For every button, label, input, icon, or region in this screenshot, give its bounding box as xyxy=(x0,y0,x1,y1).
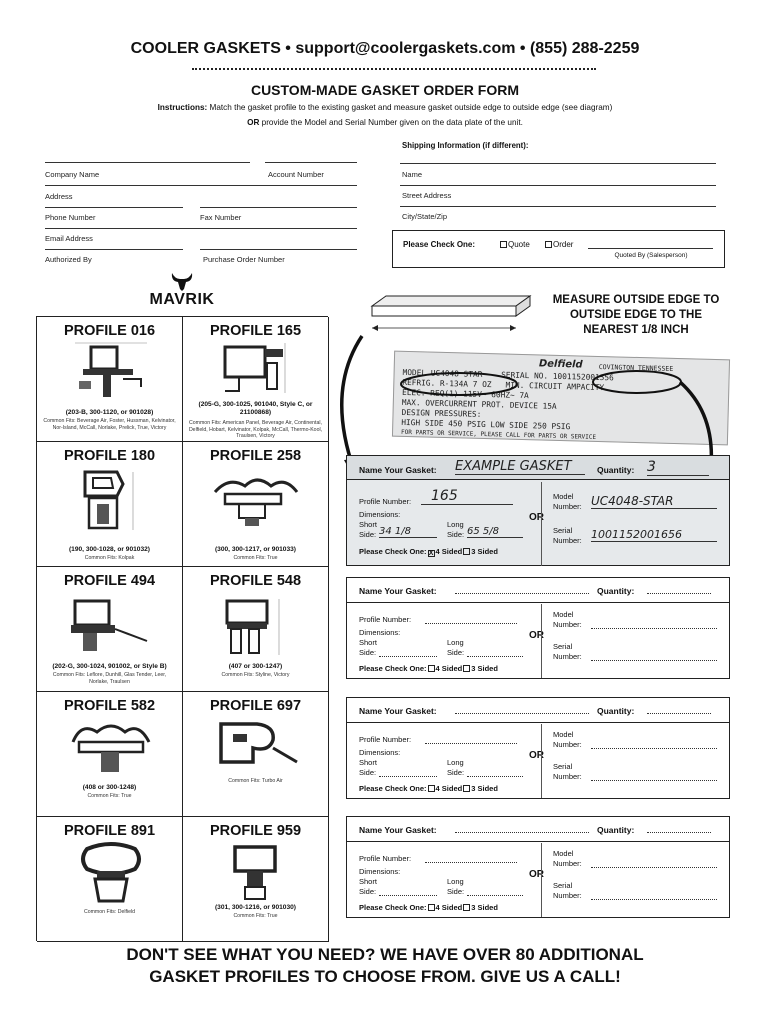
quantity-label: Quantity: xyxy=(597,586,635,596)
order-box-header-divider xyxy=(347,841,729,842)
data-plate-circuit: MIN. CIRCUIT AMPACITY xyxy=(505,380,605,393)
profile-caption: (203-B, 300-1120, or 901028) xyxy=(65,409,154,416)
profile-caption: (190, 300-1028, or 901032) xyxy=(68,546,150,553)
profile-number-label: Profile Number: xyxy=(359,615,412,624)
short-side-input[interactable] xyxy=(379,776,437,777)
profile-caption: (407 or 300-1247) xyxy=(228,663,283,670)
model-number-input[interactable] xyxy=(591,628,717,629)
profile-title: PROFILE 959 xyxy=(209,823,302,839)
short-side-label: Side: xyxy=(359,768,377,777)
email-line[interactable] xyxy=(45,228,357,229)
short-label: Short xyxy=(359,638,377,647)
profile-fits: Common Fits: True xyxy=(233,555,278,561)
street-address-line[interactable] xyxy=(400,185,716,186)
profile-165-cell[interactable] xyxy=(183,317,329,442)
profile-494-diagram xyxy=(67,593,153,657)
model-number-label: Number: xyxy=(553,620,582,629)
model-number-input[interactable] xyxy=(591,748,717,749)
order-label: Order xyxy=(553,240,574,249)
profile-title: PROFILE 891 xyxy=(63,823,156,839)
authorized-by-label: Authorized By xyxy=(45,255,92,264)
model-label: Model xyxy=(553,849,574,858)
three-sided-checkbox[interactable] xyxy=(463,904,470,911)
company-name-line[interactable] xyxy=(45,162,250,163)
long-side-label: Side: xyxy=(447,768,465,777)
instructions-line2 xyxy=(0,118,770,127)
three-sided-label: 3 Sided xyxy=(471,664,498,673)
profile-number-label: Profile Number: xyxy=(359,854,412,863)
profile-165-diagram xyxy=(217,341,297,399)
or-divider: OR xyxy=(529,750,544,761)
quantity-label: Quantity: xyxy=(597,465,635,475)
city-state-zip-label: City/State/Zip xyxy=(402,212,448,221)
data-plate-serial: SERIAL NO. 1001152001556 xyxy=(501,370,614,383)
purchase-order-label: Purchase Order Number xyxy=(203,255,285,264)
profile-title: PROFILE 016 xyxy=(63,323,156,339)
profile-caption: (408 or 300-1248) xyxy=(82,784,137,791)
or-divider: OR xyxy=(529,630,544,641)
shipping-heading: Shipping Information (if different): xyxy=(402,141,529,150)
short-label: Short xyxy=(359,758,377,767)
or-divider: OR xyxy=(529,512,544,523)
contact-line: COOLER GASKETS • support@coolergaskets.com • (855) 288-2259 xyxy=(130,40,640,57)
four-sided-label: 4 Sided xyxy=(435,903,463,912)
name-your-gasket-label: Name Your Gasket: xyxy=(359,825,437,835)
quantity-input[interactable] xyxy=(647,713,711,714)
profile-fits: Common Fits: American Panel, Beverage Air, Continental, Delfield, Hobart, Kelvinator, Kolpak, McCall, Thermo-Kool, Traulsen, Victory xyxy=(188,420,323,439)
profile-180-cell[interactable] xyxy=(37,442,183,567)
order-box-header-divider xyxy=(347,602,729,603)
please-check-one-text: Please Check One: xyxy=(359,664,427,673)
data-plate-parts: FOR PARTS OR SERVICE, PLEASE CALL FOR PARTS OR SERVICE xyxy=(400,428,597,441)
three-sided-label: 3 Sided xyxy=(471,784,498,793)
dotted-divider xyxy=(192,68,596,70)
model-label: Model xyxy=(553,730,574,739)
data-plate-high-low: HIGH SIDE 450 PSIG LOW SIDE 250 PSIG xyxy=(401,417,571,432)
serial-number-label: Number: xyxy=(553,536,582,545)
order-box-divider xyxy=(541,482,542,566)
please-check-one-label: Please Check One: xyxy=(403,240,476,249)
profile-number-input[interactable] xyxy=(425,743,517,744)
address-line[interactable] xyxy=(45,185,357,186)
short-side-input[interactable] xyxy=(379,656,437,657)
quote-label: Quote xyxy=(508,240,530,249)
company-name-label: Company Name xyxy=(45,170,100,179)
fax-number-line[interactable] xyxy=(200,207,357,208)
example-short-side[interactable]: 34 1/8 xyxy=(379,526,437,538)
email-label: Email Address xyxy=(45,234,93,243)
quantity-label: Quantity: xyxy=(597,825,635,835)
profile-fits: Common Fits: Leflore, Dunhill, Glas Tender, Leer, Norlake, Traulsen xyxy=(52,672,167,685)
three-sided-checkbox[interactable] xyxy=(463,665,470,672)
data-plate-model: MODEL UC4048 STAR xyxy=(402,367,483,379)
instructions xyxy=(0,103,770,112)
long-side-label: Side: xyxy=(447,648,465,657)
shipping-name-line[interactable] xyxy=(400,163,716,164)
name-your-gasket-label: Name Your Gasket: xyxy=(359,706,437,716)
profile-number-label: Profile Number: xyxy=(359,735,412,744)
profile-fits: Common Fits: Turbo Air xyxy=(228,778,283,784)
four-sided-checkbox[interactable]: X xyxy=(428,550,434,557)
long-label: Long xyxy=(447,877,464,886)
street-address-label: Street Address xyxy=(402,191,452,200)
instructions-label: Instructions: xyxy=(157,103,208,112)
order-box-2 xyxy=(346,577,730,679)
four-sided-label: 4 Sided xyxy=(435,664,463,673)
three-sided-label: 3 Sided xyxy=(471,903,498,912)
profile-caption: (205-G, 300-1025, 901040, Style C, or 21100868) xyxy=(198,401,313,416)
order-box-divider xyxy=(541,843,542,917)
purchase-order-line[interactable] xyxy=(200,249,357,250)
order-checkbox[interactable] xyxy=(545,241,552,248)
measure-note: MEASURE OUTSIDE EDGE TO OUTSIDE EDGE TO THE NEAREST 1/8 INCH xyxy=(552,294,720,336)
gasket-outline-diagram xyxy=(362,288,537,336)
model-number-label: Number: xyxy=(553,502,582,511)
model-label: Model xyxy=(553,610,574,619)
profile-fits: Common Fits: True xyxy=(87,793,132,799)
authorized-by-line[interactable] xyxy=(45,249,183,250)
data-plate-pressures: DESIGN PRESSURES: xyxy=(401,407,482,419)
phone-number-line[interactable] xyxy=(45,207,183,208)
profile-number-label: Profile Number: xyxy=(359,497,412,506)
order-box-header-divider xyxy=(347,722,729,723)
long-label: Long xyxy=(447,758,464,767)
four-sided-label: 4 Sided xyxy=(435,547,463,556)
short-label: Short xyxy=(359,877,377,886)
short-label: Short xyxy=(359,520,377,529)
profile-fits: Common Fits: Kolpak xyxy=(84,555,135,561)
model-number-label: Number: xyxy=(553,740,582,749)
serial-number-label: Number: xyxy=(553,891,582,900)
dimensions-label: Dimensions: xyxy=(359,510,401,519)
name-your-gasket-label: Name Your Gasket: xyxy=(359,465,437,475)
instructions-text: Match the gasket profile to the existing gasket and measure gasket outside edge to outside edge (see diagram) xyxy=(209,103,613,112)
order-box-divider xyxy=(541,724,542,798)
data-plate-overcurrent: MAX. OVERCURRENT PROT. DEVICE 15A xyxy=(401,397,557,411)
profile-fits: Common Fits: True xyxy=(233,913,278,919)
city-state-zip-line[interactable] xyxy=(400,206,716,207)
profile-grid xyxy=(36,316,328,941)
please-check-one-label xyxy=(359,784,498,793)
serial-number-input[interactable] xyxy=(591,899,717,900)
dimensions-label: Dimensions: xyxy=(359,628,401,637)
please-check-one-label xyxy=(359,547,498,557)
profile-697-diagram xyxy=(213,718,303,778)
order-option[interactable] xyxy=(544,240,573,249)
shipping-name-label: Name xyxy=(402,170,423,179)
model-number-input[interactable] xyxy=(591,867,717,868)
serial-label: Serial xyxy=(553,881,573,890)
fax-number-label: Fax Number xyxy=(200,213,242,222)
profile-title: PROFILE 582 xyxy=(63,698,156,714)
please-check-one-text: Please Check One: xyxy=(359,547,427,556)
order-box-divider xyxy=(541,604,542,678)
data-plate-refrig: REFRIG. R-134A 7 OZ xyxy=(402,377,492,390)
please-check-one-text: Please Check One: xyxy=(359,903,427,912)
serial-number-input[interactable] xyxy=(591,780,717,781)
or-word: OR xyxy=(247,118,260,127)
four-sided-checkbox[interactable] xyxy=(428,904,435,911)
example-model-number[interactable]: UC4048-STAR xyxy=(591,494,717,509)
quantity-input[interactable] xyxy=(647,832,711,833)
profile-697-cell[interactable] xyxy=(183,692,329,817)
quoted-by-line[interactable] xyxy=(588,248,713,249)
brand-name: MAVRIK xyxy=(149,291,215,308)
profile-number-input[interactable] xyxy=(425,623,517,624)
profile-582-diagram xyxy=(67,718,155,782)
profile-title: PROFILE 697 xyxy=(209,698,302,714)
quote-checkbox[interactable] xyxy=(500,241,507,248)
or-divider: OR xyxy=(529,869,544,880)
dimensions-label: Dimensions: xyxy=(359,867,401,876)
example-profile-number[interactable]: 165 xyxy=(421,488,513,505)
bull-icon xyxy=(172,273,192,291)
short-side-label: Side: xyxy=(359,530,377,539)
instructions-line2-text: provide the Model and Serial Number given on the data plate of the unit. xyxy=(261,118,523,127)
example-long-side[interactable]: 65 5/8 xyxy=(467,526,523,538)
example-gasket-name[interactable]: EXAMPLE GASKET xyxy=(455,459,585,475)
long-side-input[interactable] xyxy=(467,656,523,657)
profile-title: PROFILE 180 xyxy=(63,448,156,464)
serial-label: Serial xyxy=(553,762,573,771)
profile-959-diagram xyxy=(227,841,289,905)
please-check-one-label xyxy=(359,664,498,673)
four-sided-label: 4 Sided xyxy=(435,784,463,793)
quantity-label: Quantity: xyxy=(597,706,635,716)
please-check-one-text: Please Check One: xyxy=(359,784,427,793)
profile-title: PROFILE 165 xyxy=(209,323,302,339)
profile-caption: (202-G, 300-1024, 901002, or Style B) xyxy=(52,663,167,670)
account-number-label: Account Number xyxy=(268,170,324,179)
three-sided-checkbox[interactable] xyxy=(463,548,470,555)
long-side-label: Side: xyxy=(447,887,465,896)
profile-258-cell[interactable] xyxy=(183,442,329,567)
model-number-label: Number: xyxy=(553,859,582,868)
profile-fits: Common Fits: Delfield xyxy=(83,909,136,915)
address-label: Address xyxy=(45,192,73,201)
phone-number-label: Phone Number xyxy=(45,213,96,222)
profile-180-diagram xyxy=(77,468,147,536)
data-plate-location: COVINGTON TENNESSEE xyxy=(598,362,674,373)
profile-caption: (300, 300-1217, or 901033) xyxy=(214,546,296,553)
profile-fits: Common Fits: Styline, Victory xyxy=(221,672,290,678)
footer-callout: DON'T SEE WHAT YOU NEED? WE HAVE OVER 80 ADDITIONAL GASKET PROFILES TO CHOOSE FROM. GIVE US A CALL! xyxy=(126,945,644,986)
dimensions-label: Dimensions: xyxy=(359,748,401,757)
three-sided-label: 3 Sided xyxy=(471,547,498,556)
order-box-3 xyxy=(346,697,730,799)
quote-order-box xyxy=(392,230,725,268)
profile-548-cell[interactable] xyxy=(183,567,329,692)
profile-016-diagram xyxy=(75,341,147,403)
short-side-input[interactable] xyxy=(379,895,437,896)
profile-891-cell[interactable] xyxy=(37,817,183,942)
three-sided-checkbox[interactable] xyxy=(463,785,470,792)
gasket-name-input[interactable] xyxy=(455,593,589,594)
name-your-gasket-label: Name Your Gasket: xyxy=(359,586,437,596)
four-sided-checkbox[interactable] xyxy=(428,785,435,792)
order-box-4 xyxy=(346,816,730,918)
quoted-by-label: Quoted By (Salesperson) xyxy=(614,252,688,259)
four-sided-checkbox[interactable] xyxy=(428,665,435,672)
serial-number-label: Number: xyxy=(553,652,582,661)
data-plate-elec: ELEC. REQ(1) 115V~ 60HZ~ 7A xyxy=(401,387,529,401)
example-serial-number[interactable]: 1001152001656 xyxy=(591,528,717,542)
profile-caption: (301, 300-1216, or 901030) xyxy=(214,904,296,911)
profile-title: PROFILE 258 xyxy=(209,448,302,464)
profile-494-cell[interactable] xyxy=(37,567,183,692)
profile-548-diagram xyxy=(221,593,293,661)
serial-number-input[interactable] xyxy=(591,660,717,661)
profile-016-cell[interactable] xyxy=(37,317,183,442)
data-plate-brand: Delfield xyxy=(538,358,583,371)
serial-number-label: Number: xyxy=(553,772,582,781)
profile-891-diagram xyxy=(75,841,147,909)
long-label: Long xyxy=(447,638,464,647)
profile-fits: Common Fits: Beverage Air, Foster, Hussman, Kelvinator, Nor-Island, McCall, Norlake, Prelick, True, Victory xyxy=(43,418,176,431)
long-label: Long xyxy=(447,520,464,529)
example-quantity[interactable]: 3 xyxy=(647,459,709,476)
quantity-input[interactable] xyxy=(647,593,711,594)
serial-label: Serial xyxy=(553,642,573,651)
form-title: CUSTOM-MADE GASKET ORDER FORM xyxy=(250,82,520,98)
short-side-label: Side: xyxy=(359,887,377,896)
profile-number-input[interactable] xyxy=(425,862,517,863)
quote-option[interactable] xyxy=(499,240,530,249)
order-box-1 xyxy=(346,455,730,566)
profile-582-cell[interactable] xyxy=(37,692,183,817)
long-side-label: Side: xyxy=(447,530,465,539)
long-side-input[interactable] xyxy=(467,776,523,777)
profile-title: PROFILE 494 xyxy=(63,573,156,589)
gasket-name-input[interactable] xyxy=(455,713,589,714)
gasket-name-input[interactable] xyxy=(455,832,589,833)
serial-label: Serial xyxy=(553,526,573,535)
short-side-label: Side: xyxy=(359,648,377,657)
model-highlight-ellipse xyxy=(398,367,520,398)
account-number-line[interactable] xyxy=(265,162,357,163)
please-check-one-label xyxy=(359,903,498,912)
long-side-input[interactable] xyxy=(467,895,523,896)
profile-959-cell[interactable] xyxy=(183,817,329,942)
profile-title: PROFILE 548 xyxy=(209,573,302,589)
profile-258-diagram xyxy=(209,470,305,536)
model-label: Model xyxy=(553,492,574,501)
